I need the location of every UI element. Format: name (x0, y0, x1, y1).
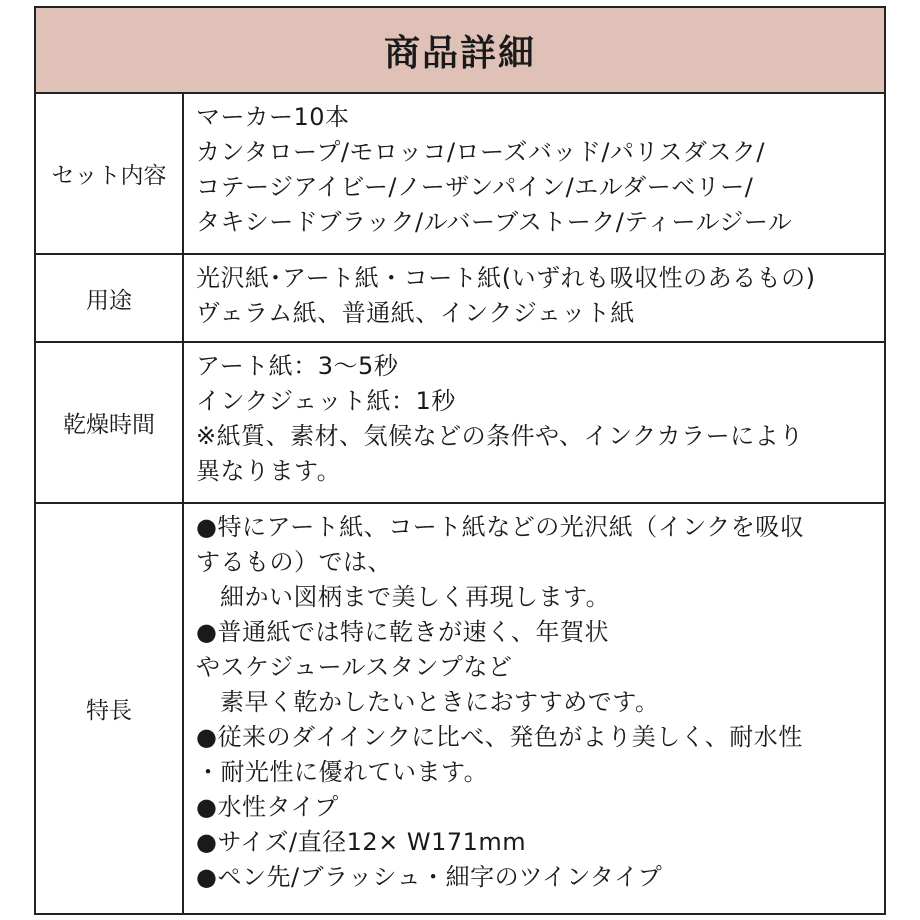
text-line: ●水性タイプ (196, 793, 339, 821)
text-line: ●サイズ/直径12× W171mm (196, 828, 527, 856)
text-line: 細かい図柄まで美しく再現します。 (220, 583, 611, 611)
text-line: やスケジュールスタンプなど (196, 653, 513, 681)
row-drying-time (36, 343, 884, 504)
text-line: 異なります。 (196, 457, 342, 485)
row-value (184, 255, 884, 341)
text-line: ●ペン先/ブラッシュ・細字のツインタイプ (196, 863, 663, 891)
text-line: ヴェラム紙、普通紙、インクジェット紙 (196, 299, 635, 327)
text-line: コテージアイビー/ノーザンパイン/エルダーベリー/ (196, 173, 754, 201)
text-line: するもの）では、 (196, 548, 392, 576)
row-label: セット内容 (36, 94, 184, 253)
row-value (184, 343, 884, 502)
row-value (184, 94, 884, 253)
text-line: カンタロープ/モロッコ/ローズバッド/パリスダスク/ (196, 138, 766, 166)
text-line: アート紙：3〜5秒 (196, 352, 399, 380)
row-set-contents (36, 94, 884, 255)
row-label: 乾燥時間 (36, 343, 184, 502)
table-header (36, 8, 884, 94)
row-label: 特長 (36, 504, 184, 913)
text-line: ・耐光性に優れています。 (196, 758, 489, 786)
text-line: ●普通紙では特に乾きが速く、年賀状 (196, 618, 609, 646)
row-features (36, 504, 884, 913)
text-line: インクジェット紙：1秒 (196, 387, 456, 415)
text-line: ●特にアート紙、コート紙などの光沢紙（インクを吸収 (196, 513, 805, 541)
row-label: 用途 (36, 255, 184, 341)
product-spec-table (34, 6, 886, 915)
page-title: 商品詳細 (383, 32, 536, 74)
text-line: タキシードブラック/ルバーブストーク/ティールジール (196, 208, 793, 236)
row-value (184, 504, 884, 913)
text-line: ※紙質、素材、気候などの条件や、インクカラーにより (196, 422, 804, 450)
text-line: 素早く乾かしたいときにおすすめです。 (220, 688, 660, 716)
text-line: マーカー10本 (196, 103, 350, 131)
row-usage (36, 255, 884, 343)
text-line: 光沢紙･アート紙・コート紙(いずれも吸収性のあるもの) (196, 264, 816, 292)
text-line: ●従来のダイインクに比べ、発色がより美しく、耐水性 (196, 723, 803, 751)
